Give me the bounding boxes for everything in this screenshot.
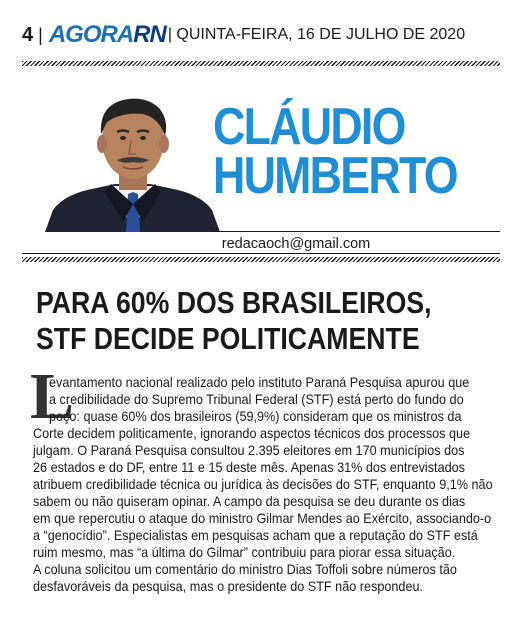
body-line: Corte decidem politicamente, ignorando aspectos técnicos dos processos que [33,426,471,441]
body-line: a “genocídio”. Especialistas em pesquisas acham que a reputação do STF está [33,528,478,543]
publication-date: | QUINTA-FEIRA, 16 DE JULHO DE 2020 [167,26,466,43]
body-line: sabem ou não quiseram opinar. A campo da pesquisa se deu durante os dias [33,494,466,509]
column-rule [210,231,500,232]
body-line: julgam. O Paraná Pesquisa consultou 2.395 eleitores em 170 municípios dos [33,443,465,458]
contact-email[interactable]: redacaoch@gmail.com [221,236,371,252]
headline-line-2: STF DECIDE POLITICAMENTE [36,321,420,356]
column-title-line-2: HUMBERTO [213,147,457,205]
page-number: 4 [22,23,34,46]
body-line: ruim mesmo, mas “a última do Gilmar” contribuiu para piorar essa situação. [33,545,456,560]
column-title-line-1: CLÁUDIO [213,98,405,156]
body-line: desfavoráveis da pesquisa, mas o presidente do STF não respondeu. [33,579,424,594]
logo-agora: AGORA [48,21,134,48]
logo-rn: RN [133,21,166,48]
column-title [213,98,457,205]
body-line: em que repercutiu o ataque do ministro Gilmar Mendes ao Exército, associando-o [33,511,492,526]
newspaper-logo[interactable] [49,21,166,49]
body-line: evantamento nacional realizado pelo instituto Paraná Pesquisa apurou que [49,375,470,390]
body-line: 26 estados e do DF, entre 11 e 15 deste mês. Apenas 31% dos entrevistados [33,460,465,475]
body-line: A coluna solicitou um comentário do ministro Dias Toffoli sobre números tão [33,562,457,577]
header-rule [22,253,500,254]
masthead [22,20,502,50]
headline-line-1: PARA 60% DOS BRASILEIROS, [36,285,432,320]
body-line: atribuem credibilidade técnica ou jurídica às decisões do STF, enquanto 9,1% não [33,477,493,492]
masthead-separator: | [38,24,43,45]
hatched-divider-top [22,61,500,66]
body-line: a credibilidade do Supremo Tribunal Federal (STF) está perto do fundo do [49,392,464,407]
columnist-portrait [45,92,220,232]
article-headline [36,285,440,357]
hatched-divider-bottom [22,257,500,262]
drop-cap: L [30,360,75,433]
body-line: poço: quase 60% dos brasileiros (59,9%) consideram que os ministros da [49,409,462,424]
